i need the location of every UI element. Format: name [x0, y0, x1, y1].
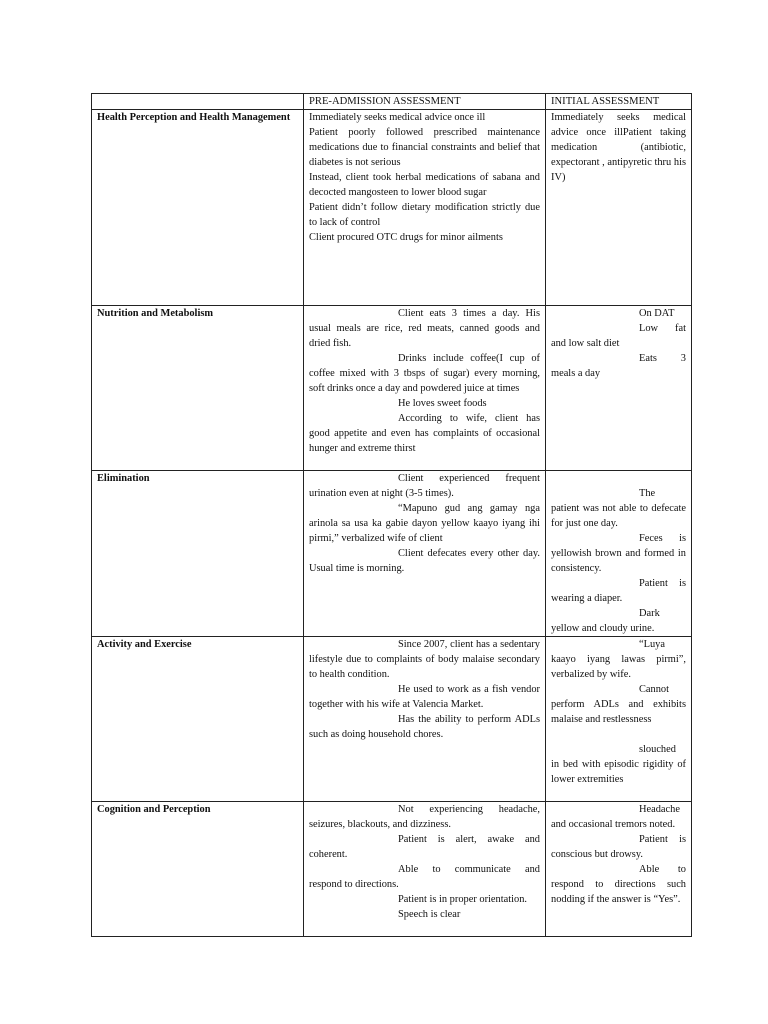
- entry: Feces is yellowish brown and formed in consistency.: [551, 533, 686, 574]
- entry: Instead, client took herbal medications of sabana and decocted mangosteen to lower blood sugar: [309, 172, 540, 198]
- pre-admission-cell: [304, 306, 546, 471]
- entry: Low fat and low salt diet: [551, 323, 686, 349]
- entry: He loves sweet foods: [398, 398, 487, 409]
- initial-cell: [546, 637, 692, 802]
- initial-cell: [546, 802, 692, 937]
- entry: Dark yellow and cloudy urine.: [551, 608, 660, 634]
- table-row: [92, 306, 692, 471]
- entry: Immediately seeks medical advice once ill: [309, 112, 486, 123]
- initial-cell: [546, 306, 692, 471]
- entry: Able to respond to directions such nodding if the answer is “Yes”.: [551, 864, 686, 905]
- initial-cell: [546, 471, 692, 637]
- category-cell: Nutrition and Metabolism: [92, 306, 304, 471]
- entry: Since 2007, client has a sedentary lifestyle due to complaints of body malaise secondary to health condition.: [309, 639, 540, 680]
- entry: Patient didn’t follow dietary modification strictly due to lack of control: [309, 202, 540, 228]
- entry: Speech is clear: [398, 909, 461, 920]
- entry: Patient is in proper orientation.: [398, 894, 527, 905]
- entry: He used to work as a fish vendor together with his wife at Valencia Market.: [309, 684, 540, 710]
- entry: Patient is wearing a diaper.: [551, 578, 686, 604]
- entry: Patient poorly followed prescribed maintenance medications due to financial constraints and belief that diabetes is not serious: [309, 127, 540, 168]
- entry: “Mapuno gud ang gamay nga arinola sa usa ka gabie dayon yellow kaayo iyang ihi pirmi,” verbalized wife of client: [309, 503, 540, 544]
- entry: Client eats 3 times a day. His usual meals are rice, red meats, canned goods and dried fish.: [309, 308, 540, 349]
- entry: The patient was not able to defecate for just one day.: [551, 488, 686, 529]
- category-cell: Cognition and Perception: [92, 802, 304, 937]
- entry: Headache and occasional tremors noted.: [551, 804, 680, 830]
- table-row: [92, 471, 692, 637]
- entry: Immediately seeks medical advice once illPatient taking medication (antibiotic, expectorant , antipyretic thru his IV): [551, 112, 686, 183]
- pre-admission-cell: [304, 637, 546, 802]
- pre-admission-cell: [304, 802, 546, 937]
- table-row: [92, 802, 692, 937]
- entry: According to wife, client has good appetite and even has complaints of occasional hunger and extreme thirst: [309, 413, 540, 454]
- header-pre-admission: PRE-ADMISSION ASSESSMENT: [304, 94, 546, 110]
- entry: Client procured OTC drugs for minor ailments: [309, 232, 503, 243]
- table-row: [92, 110, 692, 306]
- entry: Cannot perform ADLs and exhibits malaise and restlessness: [551, 684, 686, 725]
- entry: On DAT: [639, 308, 675, 319]
- table-row: [92, 637, 692, 802]
- entry: Not experiencing headache, seizures, blackouts, and dizziness.: [309, 804, 540, 830]
- assessment-table: [91, 93, 692, 937]
- category-cell: Activity and Exercise: [92, 637, 304, 802]
- entry: Able to communicate and respond to directions.: [309, 864, 540, 890]
- entry: Client defecates every other day. Usual time is morning.: [309, 548, 540, 574]
- header-category: [92, 94, 304, 110]
- entry: Client experienced frequent urination even at night (3-5 times).: [309, 473, 540, 499]
- entry: Has the ability to perform ADLs such as doing household chores.: [309, 714, 540, 740]
- entry: Eats 3 meals a day: [551, 353, 686, 379]
- entry: slouched in bed with episodic rigidity of lower extremities: [551, 744, 686, 785]
- pre-admission-cell: [304, 471, 546, 637]
- initial-cell: [546, 110, 692, 306]
- table-header-row: [92, 94, 692, 110]
- entry: Patient is conscious but drowsy.: [551, 834, 686, 860]
- entry: Patient is alert, awake and coherent.: [309, 834, 540, 860]
- category-cell: Elimination: [92, 471, 304, 637]
- entry: Drinks include coffee(I cup of coffee mixed with 3 tbsps of sugar) every morning, soft drinks once a day and powdered juice at times: [309, 353, 540, 394]
- pre-admission-cell: [304, 110, 546, 306]
- category-cell: Health Perception and Health Management: [92, 110, 304, 306]
- entry: “Luya kaayo iyang lawas pirmi”, verbalized by wife.: [551, 639, 686, 680]
- header-initial: INITIAL ASSESSMENT: [546, 94, 692, 110]
